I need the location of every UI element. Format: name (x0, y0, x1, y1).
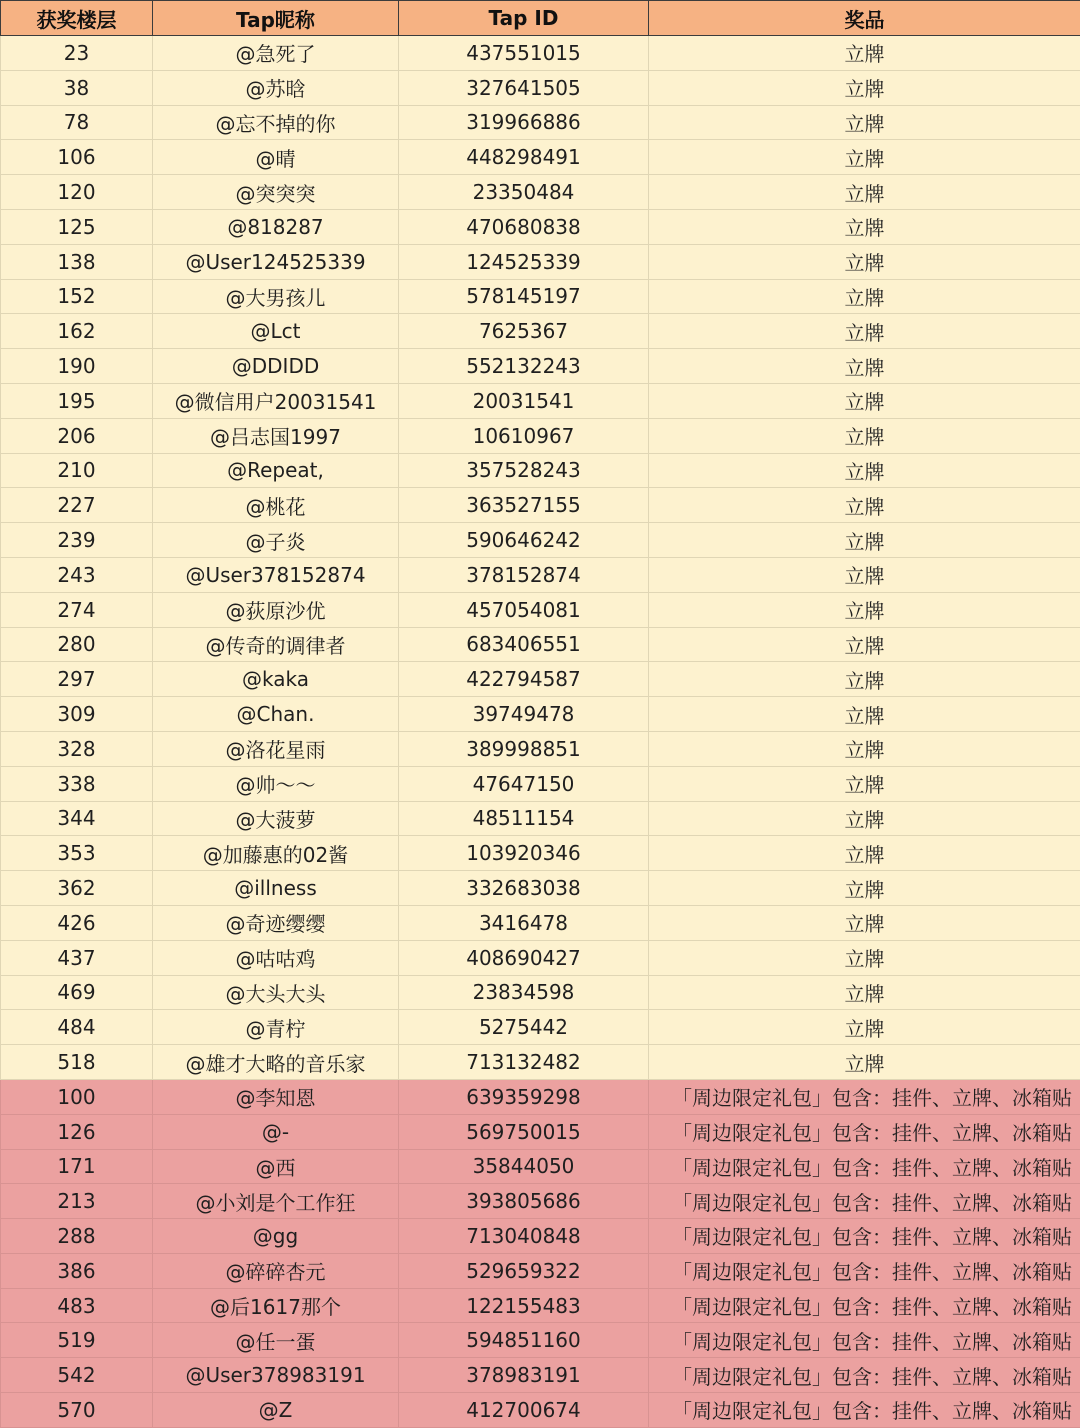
table-row (1, 36, 1080, 71)
prize-cell: 立牌 (649, 766, 1080, 801)
prize-cell: 立牌 (649, 905, 1080, 940)
tap-id-cell: 357528243 (399, 453, 649, 488)
floor-cell: 570 (1, 1393, 153, 1428)
nickname-cell: @DDIDD (153, 349, 399, 384)
header-row (1, 1, 1080, 36)
prize-cell: 立牌 (649, 1010, 1080, 1045)
nickname-cell: @传奇的调律者 (153, 627, 399, 662)
prize-cell: 立牌 (649, 105, 1080, 140)
table-row (1, 871, 1080, 906)
prize-cell: 立牌 (649, 70, 1080, 105)
tap-id-cell: 378983191 (399, 1358, 649, 1393)
table-row (1, 70, 1080, 105)
floor-cell: 23 (1, 36, 153, 71)
floor-cell: 483 (1, 1288, 153, 1323)
tap-id-cell: 389998851 (399, 731, 649, 766)
table-row (1, 1393, 1080, 1428)
floor-cell: 210 (1, 453, 153, 488)
prize-cell: 立牌 (649, 314, 1080, 349)
header-floor: 获奖楼层 (1, 1, 153, 36)
table-row (1, 557, 1080, 592)
prize-cell: 立牌 (649, 731, 1080, 766)
nickname-cell: @kaka (153, 662, 399, 697)
nickname-cell: @子炎 (153, 523, 399, 558)
nickname-cell: @咕咕鸡 (153, 940, 399, 975)
table-row (1, 140, 1080, 175)
tap-id-cell: 470680838 (399, 209, 649, 244)
prize-cell: 立牌 (649, 418, 1080, 453)
table-row (1, 1358, 1080, 1393)
floor-cell: 125 (1, 209, 153, 244)
floor-cell: 78 (1, 105, 153, 140)
nickname-cell: @雄才大略的音乐家 (153, 1045, 399, 1080)
prize-cell: 「周边限定礼包」包含：挂件、立牌、冰箱贴 (649, 1358, 1080, 1393)
floor-cell: 206 (1, 418, 153, 453)
tap-id-cell: 529659322 (399, 1253, 649, 1288)
table-row (1, 105, 1080, 140)
prize-cell: 「周边限定礼包」包含：挂件、立牌、冰箱贴 (649, 1393, 1080, 1428)
tap-id-cell: 457054081 (399, 592, 649, 627)
floor-cell: 297 (1, 662, 153, 697)
nickname-cell: @忘不掉的你 (153, 105, 399, 140)
nickname-cell: @青柠 (153, 1010, 399, 1045)
table-row (1, 731, 1080, 766)
nickname-cell: @加藤惠的02酱 (153, 836, 399, 871)
tap-id-cell: 23350484 (399, 175, 649, 210)
prize-cell: 「周边限定礼包」包含：挂件、立牌、冰箱贴 (649, 1114, 1080, 1149)
tap-id-cell: 47647150 (399, 766, 649, 801)
table-row (1, 175, 1080, 210)
floor-cell: 353 (1, 836, 153, 871)
header-nickname: Tap昵称 (153, 1, 399, 36)
tap-id-cell: 363527155 (399, 488, 649, 523)
table-row (1, 418, 1080, 453)
table-row (1, 697, 1080, 732)
nickname-cell: @Z (153, 1393, 399, 1428)
floor-cell: 344 (1, 801, 153, 836)
tap-id-cell: 5275442 (399, 1010, 649, 1045)
nickname-cell: @苏晗 (153, 70, 399, 105)
table-row (1, 905, 1080, 940)
floor-cell: 126 (1, 1114, 153, 1149)
tap-id-cell: 683406551 (399, 627, 649, 662)
tap-id-cell: 448298491 (399, 140, 649, 175)
nickname-cell: @illness (153, 871, 399, 906)
tap-id-cell: 332683038 (399, 871, 649, 906)
nickname-cell: @818287 (153, 209, 399, 244)
floor-cell: 227 (1, 488, 153, 523)
tap-id-cell: 327641505 (399, 70, 649, 105)
table-row (1, 627, 1080, 662)
nickname-cell: @Repeat, (153, 453, 399, 488)
nickname-cell: @User124525339 (153, 244, 399, 279)
floor-cell: 274 (1, 592, 153, 627)
tap-id-cell: 713040848 (399, 1219, 649, 1254)
nickname-cell: @西 (153, 1149, 399, 1184)
table-row (1, 592, 1080, 627)
floor-cell: 288 (1, 1219, 153, 1254)
table-row (1, 836, 1080, 871)
prize-cell: 「周边限定礼包」包含：挂件、立牌、冰箱贴 (649, 1253, 1080, 1288)
prize-cell: 立牌 (649, 627, 1080, 662)
nickname-cell: @微信用户20031541 (153, 383, 399, 418)
floor-cell: 38 (1, 70, 153, 105)
table-row (1, 801, 1080, 836)
prize-cell: 立牌 (649, 279, 1080, 314)
prize-cell: 「周边限定礼包」包含：挂件、立牌、冰箱贴 (649, 1149, 1080, 1184)
tap-id-cell: 39749478 (399, 697, 649, 732)
floor-cell: 542 (1, 1358, 153, 1393)
floor-cell: 171 (1, 1149, 153, 1184)
table-row (1, 1149, 1080, 1184)
prize-cell: 立牌 (649, 488, 1080, 523)
tap-id-cell: 594851160 (399, 1323, 649, 1358)
floor-cell: 280 (1, 627, 153, 662)
floor-cell: 338 (1, 766, 153, 801)
floor-cell: 213 (1, 1184, 153, 1219)
prize-cell: 立牌 (649, 975, 1080, 1010)
prize-cell: 立牌 (649, 836, 1080, 871)
floor-cell: 120 (1, 175, 153, 210)
nickname-cell: @- (153, 1114, 399, 1149)
tap-id-cell: 578145197 (399, 279, 649, 314)
header-prize: 奖品 (649, 1, 1080, 36)
tap-id-cell: 23834598 (399, 975, 649, 1010)
prize-cell: 立牌 (649, 383, 1080, 418)
floor-cell: 195 (1, 383, 153, 418)
nickname-cell: @Chan. (153, 697, 399, 732)
prize-cell: 立牌 (649, 592, 1080, 627)
nickname-cell: @gg (153, 1219, 399, 1254)
table-row (1, 975, 1080, 1010)
table-row (1, 1219, 1080, 1254)
prize-cell: 立牌 (649, 175, 1080, 210)
floor-cell: 100 (1, 1079, 153, 1114)
prize-cell: 立牌 (649, 523, 1080, 558)
table-body (1, 36, 1080, 1428)
prize-cell: 立牌 (649, 349, 1080, 384)
table-row (1, 244, 1080, 279)
floor-cell: 190 (1, 349, 153, 384)
prize-cell: 立牌 (649, 697, 1080, 732)
table-row (1, 523, 1080, 558)
table-row (1, 453, 1080, 488)
nickname-cell: @小刘是个工作狂 (153, 1184, 399, 1219)
tap-id-cell: 393805686 (399, 1184, 649, 1219)
tap-id-cell: 713132482 (399, 1045, 649, 1080)
floor-cell: 519 (1, 1323, 153, 1358)
floor-cell: 328 (1, 731, 153, 766)
table-row (1, 279, 1080, 314)
nickname-cell: @User378152874 (153, 557, 399, 592)
tap-id-cell: 3416478 (399, 905, 649, 940)
floor-cell: 362 (1, 871, 153, 906)
tap-id-cell: 48511154 (399, 801, 649, 836)
nickname-cell: @后1617那个 (153, 1288, 399, 1323)
table-row (1, 314, 1080, 349)
table-row (1, 1045, 1080, 1080)
tap-id-cell: 20031541 (399, 383, 649, 418)
tap-id-cell: 10610967 (399, 418, 649, 453)
nickname-cell: @Lct (153, 314, 399, 349)
tap-id-cell: 569750015 (399, 1114, 649, 1149)
prize-cell: 立牌 (649, 36, 1080, 71)
nickname-cell: @碎碎杏元 (153, 1253, 399, 1288)
floor-cell: 106 (1, 140, 153, 175)
prize-cell: 立牌 (649, 244, 1080, 279)
prize-cell: 「周边限定礼包」包含：挂件、立牌、冰箱贴 (649, 1219, 1080, 1254)
table-row (1, 1253, 1080, 1288)
tap-id-cell: 122155483 (399, 1288, 649, 1323)
tap-id-cell: 103920346 (399, 836, 649, 871)
tap-id-cell: 7625367 (399, 314, 649, 349)
nickname-cell: @奇迹缨缨 (153, 905, 399, 940)
table-row (1, 209, 1080, 244)
table-row (1, 1184, 1080, 1219)
nickname-cell: @洛花星雨 (153, 731, 399, 766)
prize-cell: 「周边限定礼包」包含：挂件、立牌、冰箱贴 (649, 1288, 1080, 1323)
nickname-cell: @大男孩儿 (153, 279, 399, 314)
prize-cell: 「周边限定礼包」包含：挂件、立牌、冰箱贴 (649, 1323, 1080, 1358)
tap-id-cell: 437551015 (399, 36, 649, 71)
tap-id-cell: 422794587 (399, 662, 649, 697)
prize-cell: 立牌 (649, 662, 1080, 697)
floor-cell: 518 (1, 1045, 153, 1080)
floor-cell: 437 (1, 940, 153, 975)
floor-cell: 484 (1, 1010, 153, 1045)
tap-id-cell: 552132243 (399, 349, 649, 384)
floor-cell: 243 (1, 557, 153, 592)
floor-cell: 152 (1, 279, 153, 314)
tap-id-cell: 590646242 (399, 523, 649, 558)
prize-cell: 立牌 (649, 557, 1080, 592)
prize-cell: 立牌 (649, 871, 1080, 906)
tap-id-cell: 639359298 (399, 1079, 649, 1114)
tap-id-cell: 412700674 (399, 1393, 649, 1428)
tap-id-cell: 408690427 (399, 940, 649, 975)
prize-cell: 立牌 (649, 140, 1080, 175)
nickname-cell: @晴 (153, 140, 399, 175)
prize-cell: 立牌 (649, 940, 1080, 975)
prize-cell: 立牌 (649, 209, 1080, 244)
nickname-cell: @User378983191 (153, 1358, 399, 1393)
tap-id-cell: 35844050 (399, 1149, 649, 1184)
nickname-cell: @吕志国1997 (153, 418, 399, 453)
floor-cell: 239 (1, 523, 153, 558)
table-row (1, 1288, 1080, 1323)
floor-cell: 386 (1, 1253, 153, 1288)
header-tap-id: Tap ID (399, 1, 649, 36)
prize-cell: 「周边限定礼包」包含：挂件、立牌、冰箱贴 (649, 1184, 1080, 1219)
table-header (1, 1, 1080, 36)
table-row (1, 940, 1080, 975)
nickname-cell: @突突突 (153, 175, 399, 210)
table-row (1, 1010, 1080, 1045)
prize-cell: 立牌 (649, 801, 1080, 836)
nickname-cell: @大头大头 (153, 975, 399, 1010)
nickname-cell: @急死了 (153, 36, 399, 71)
table-row (1, 766, 1080, 801)
floor-cell: 426 (1, 905, 153, 940)
tap-id-cell: 319966886 (399, 105, 649, 140)
table-row (1, 1114, 1080, 1149)
prize-cell: 「周边限定礼包」包含：挂件、立牌、冰箱贴 (649, 1079, 1080, 1114)
table-row (1, 488, 1080, 523)
nickname-cell: @荻原沙优 (153, 592, 399, 627)
nickname-cell: @大菠萝 (153, 801, 399, 836)
floor-cell: 309 (1, 697, 153, 732)
tap-id-cell: 124525339 (399, 244, 649, 279)
table-row (1, 349, 1080, 384)
floor-cell: 138 (1, 244, 153, 279)
nickname-cell: @李知恩 (153, 1079, 399, 1114)
table-row (1, 662, 1080, 697)
tap-id-cell: 378152874 (399, 557, 649, 592)
nickname-cell: @桃花 (153, 488, 399, 523)
nickname-cell: @帅～～ (153, 766, 399, 801)
prize-cell: 立牌 (649, 1045, 1080, 1080)
table-row (1, 1323, 1080, 1358)
nickname-cell: @任一蛋 (153, 1323, 399, 1358)
floor-cell: 469 (1, 975, 153, 1010)
prize-cell: 立牌 (649, 453, 1080, 488)
table-row (1, 383, 1080, 418)
table-row (1, 1079, 1080, 1114)
floor-cell: 162 (1, 314, 153, 349)
